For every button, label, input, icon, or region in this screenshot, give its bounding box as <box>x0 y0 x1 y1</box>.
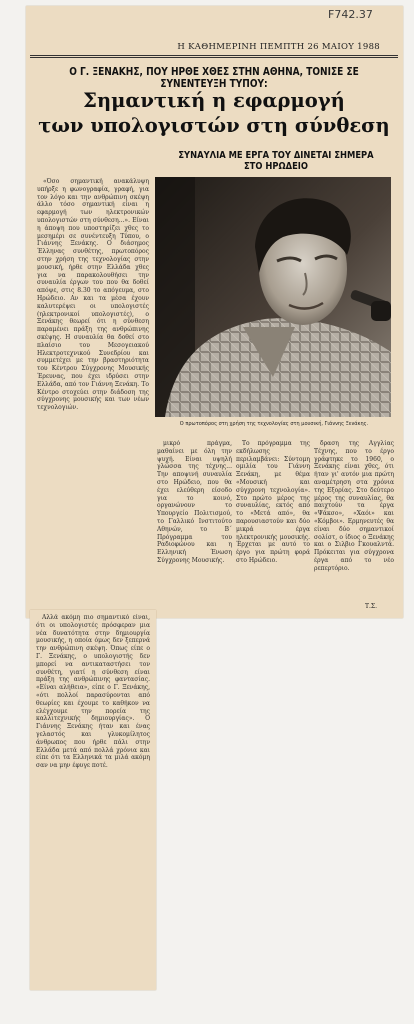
newspaper-dateline: Η ΚΑΘΗΜΕΡΙΝΗ ΠΕΜΠΤΗ 26 ΜΑΙΟΥ 1988 <box>177 42 380 52</box>
article-text: «Όσο σημαντική ανακάλυψη υπήρξε η φωνογραφία, γραφή, για τον λόγο και την ανθρώπινη σκέψη άλλο τόσο σημαντική είναι η εφαρμογή των ηλεκτρονικών υπολογιστών στη σύνθεση...». Είναι η άποψη που υποστηρίζει χθες το μεσημέρι σε συνέντευξη Τύπου, ο Γιάννης Ξενάκης. Ο διάσημος Έλληνας συνθέτης, πρωτοπόρος στην χρήση της τεχνολογίας στην μουσική, ήρθε στην Ελλάδα χθες για να παρακολουθήσει την συναυλία έργων του που θα δοθεί απόψε, στις 8.30 το απόγευμα, στο Ηρώδειο. Αν και τα μέσα έχουν καλυτερέψει οι υπολογιστές (ηλεκτρονικοί υπολογιστές), ο Ξενάκης θεωρεί ότι η σύνθεση παραμένει πράξη της ανθρώπινης σκέψης. Η συναυλία θα δοθεί στο πλαίσιο του Μεσογειακού Ηλεκτροτεχνικού Συνεδρίου και συμμετέχει με την βραστηριότητα του Κέντρου Σύγχρονης Μουσικής Έρευνας, που έχει ιδρύσει στην Ελλάδα, από τον Γιάννη Ξενάκη. Το Κέντρο στοχεύει στην διάδοση της σύγχρονης μουσικής και των νέων τεχνολογιών. <box>37 178 149 412</box>
headline <box>28 88 400 138</box>
photo-caption: Ο πρωτοπόρος στη χρήση της τεχνολογίας στη μουσική, Γιάννης Ξενάκης. <box>179 421 369 427</box>
header-rule-secondary <box>30 57 398 58</box>
article-text: Αλλά ακόμη πιο σημαντικό είναι, ότι οι υπολογιστές πρόσφεραν μια νέα δυνατότητα στην δημιουργία μουσικής, η οποία όμως δεν ξεπερνά την ανθρώπινη σκέψη. Όπως είπε ο Γ. Ξενάκης, ο υπολογιστής δεν μπορεί να αντικαταστήσει τον συνθέτη, γιατί η σύνθεση είναι πράξη της ανθρώπινης φαντασίας. «Είναι αλήθεια», είπε ο Γ. Ξενάκης, «ότι πολλοί παρασύρονται από θεωρίες και έχουμε το καθήκον να ελέγχουμε την πορεία της καλλιτεχνικής δημιουργίας». Ο Γιάννης Ξενάκης ήταν και ένας γελαστός και γλυκομίλητος άνθρωπος που ήρθε πάλι στην Ελλάδα μετά από πολλά χρόνια και είπε ότι τα Ελληνικά τα μιλά ακόμη σαν να μην έφυγε ποτέ. <box>36 614 150 770</box>
article-text: μικρό πράγμα, μαθαίνει με όλη την ψυχή. Είναι υψηλή γλώσσα της τέχνης... Την αποψινή συναυλία στο Ηρώδειο, που θα έχει ελεύθερη είσοδο για το κοινό, οργανώνουν το Υπουργείο Πολιτισμού, το Γαλλικό Ινστιτούτο Αθηνών, το Β΄ Πρόγραμμα του Ραδιοφώνου και η Ελληνική Ένωση Σύγχρονης Μουσικής. <box>157 440 232 564</box>
portrait-image <box>155 177 391 417</box>
subheadline: ΣΥΝΑΥΛΙΑ ΜΕ ΕΡΓΑ ΤΟΥ ΔΙΝΕΤΑΙ ΣΗΜΕΡΑ ΣΤΟ ΗΡΩΔΕΙΟ <box>178 150 374 172</box>
headline-line-2: των υπολογιστών στη σύνθεση <box>38 114 390 137</box>
article-column-3 <box>236 440 310 612</box>
handwritten-archive-note: F742.37 <box>328 8 373 21</box>
headline-line-1: Σημαντική η εφαρμογή <box>83 89 345 112</box>
portrait-photo <box>155 177 391 417</box>
author-signature: Τ.Σ. <box>365 603 378 610</box>
kicker: Ο Γ. ΞΕΝΑΚΗΣ, ΠΟΥ ΗΡΘΕ ΧΘΕΣ ΣΤΗΝ ΑΘΗΝΑ, ΤΟΝΙΣΕ ΣΕ ΣΥΝΕΝΤΕΥΞΗ ΤΥΠΟΥ: <box>69 66 359 90</box>
article-text: δραση της Αγγλίας Τέχνης, που το έργο γράφτηκε το 1960, ο Ξενάκης είναι χθες, ότι ήταν γι' αυτόν μια πρώτη αναμέτρηση στα χρόνια της Εξορίας. Στο δεύτερο μέρος της συναυλίας, θα παιχτούν τα έργα «Ψάκσο», «Χαόι» και «Κόμβοι». Ερμηνευτές θα είναι δύο σημαντικοί σολίστ, ο ίδιος ο Ξενάκης και ο Σιλβιο Γκουαλντά. Πρόκειται για σύγχρονα έργα από το νέο ρεπερτόριο. <box>314 440 394 572</box>
article-column-1 <box>37 178 149 608</box>
article-column-5 <box>36 614 150 986</box>
header-rule <box>30 55 398 56</box>
article-column-4 <box>314 440 394 612</box>
article-text: Το πρόγραμμα της εκδήλωσης περιλαμβάνει: Σύντομη ομιλία του Γιάννη Ξενάκη, με θέμα «Μουσική και σύγχρονη τεχνολογία». Στο πρώτο μέρος της συναυλίας, εκτός από το «Μετά από», θα παρουσιαστούν και δύο μικρά έργα ηλεκτρονικής μουσικής. Έρχεται με αυτό το έργο για πρώτη φορά στο Ηρώδειο. <box>236 440 310 564</box>
article-column-2 <box>157 440 232 612</box>
